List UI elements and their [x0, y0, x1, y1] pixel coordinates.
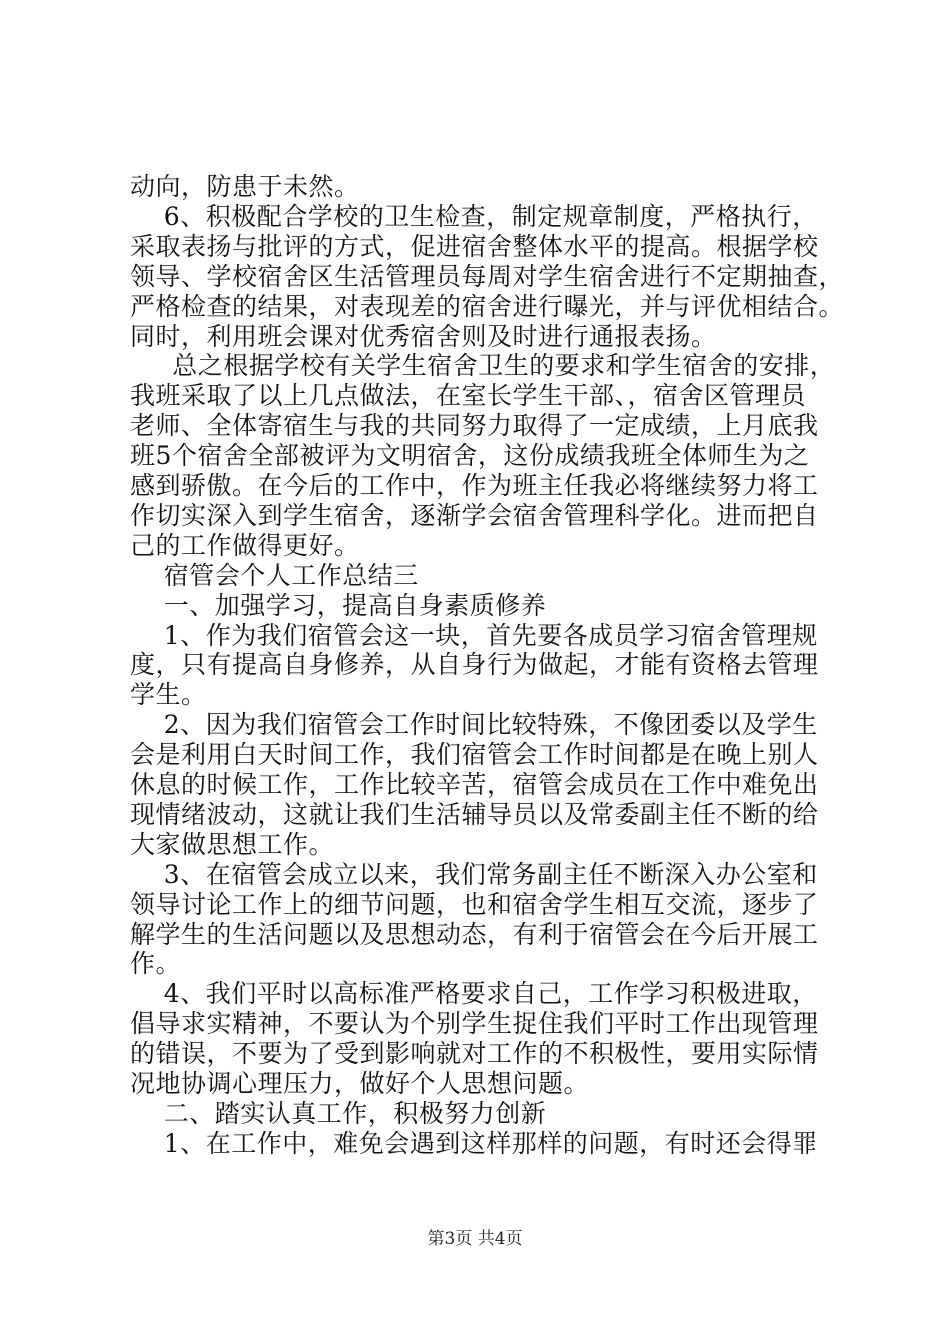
text-line: 大家做思想工作。	[130, 830, 335, 859]
text-line: 作。	[130, 949, 182, 978]
text-line: 作切实深入到学生宿舍，逐渐学会宿舍管理科学化。进而把自	[130, 501, 819, 530]
text-line: 领导讨论工作上的细节问题，也和宿舍学生相互交流，逐步了	[130, 890, 819, 919]
section-heading: 二、踏实认真工作，积极努力创新	[130, 1099, 547, 1128]
text-line: 倡导求实精神，不要认为个别学生捉住我们平时工作出现管理	[130, 1009, 819, 1038]
page-footer: 第3页 共4页	[427, 1229, 523, 1249]
text-line: 4、我们平时以高标准严格要求自己，工作学习积极进取，	[130, 979, 818, 1008]
text-line: 现情绪波动，这就让我们生活辅导员以及常委副主任不断的给	[130, 800, 819, 829]
text-line: 解学生的生活问题以及思想动态，有利于宿管会在今后开展工	[130, 920, 819, 949]
text-line: 1、在工作中，难免会遇到这样那样的问题，有时还会得罪	[130, 1129, 818, 1158]
text-line: 严格检查的结果，对表现差的宿舍进行曝光，并与评优相结合。	[130, 292, 845, 321]
text-line: 老师、全体寄宿生与我的共同努力取得了一定成绩，上月底我	[130, 411, 819, 440]
text-line: 会是利用白天时间工作，我们宿管会工作时间都是在晚上别人	[130, 740, 819, 769]
text-line: 总之根据学校有关学生宿舍卫生的要求和学生宿舍的安排，	[130, 351, 836, 380]
text-line: 感到骄傲。在今后的工作中，作为班主任我必将继续努力将工	[130, 471, 819, 500]
text-line: 度，只有提高自身修养，从自身行为做起，才能有资格去管理	[130, 650, 819, 679]
text-line: 3、在宿管会成立以来，我们常务副主任不断深入办公室和	[130, 860, 818, 889]
text-line: 同时，利用班会课对优秀宿舍则及时进行通报表扬。	[130, 322, 717, 351]
section-heading: 一、加强学习，提高自身素质修养	[130, 591, 547, 620]
text-line: 休息的时候工作，工作比较辛苦，宿管会成员在工作中难免出	[130, 770, 819, 799]
text-line: 的错误，不要为了受到影响就对工作的不积极性，要用实际情	[130, 1039, 819, 1068]
text-line: 采取表扬与批评的方式，促进宿舍整体水平的提高。根据学校	[130, 232, 819, 261]
text-line: 况地协调心理压力，做好个人思想问题。	[130, 1069, 590, 1098]
text-line: 学生。	[130, 680, 207, 709]
text-line: 领导、学校宿舍区生活管理员每周对学生宿舍进行不定期抽查，	[130, 262, 845, 291]
section-title: 宿管会个人工作总结三	[130, 561, 419, 590]
text-line: 2、因为我们宿管会工作时间比较特殊，不像团委以及学生	[130, 710, 818, 739]
text-line: 己的工作做得更好。	[130, 531, 360, 560]
text-line: 动向，防患于未然。	[130, 172, 360, 201]
text-line: 我班采取了以上几点做法，在室长学生干部、，宿舍区管理员	[130, 381, 807, 410]
text-line: 班5个宿舍全部被评为文明宿舍，这份成绩我班全体师生为之	[130, 441, 810, 470]
text-line: 6、积极配合学校的卫生检查，制定规章制度，严格执行，	[130, 202, 818, 231]
text-line: 1、作为我们宿管会这一块，首先要各成员学习宿舍管理规	[130, 621, 818, 650]
